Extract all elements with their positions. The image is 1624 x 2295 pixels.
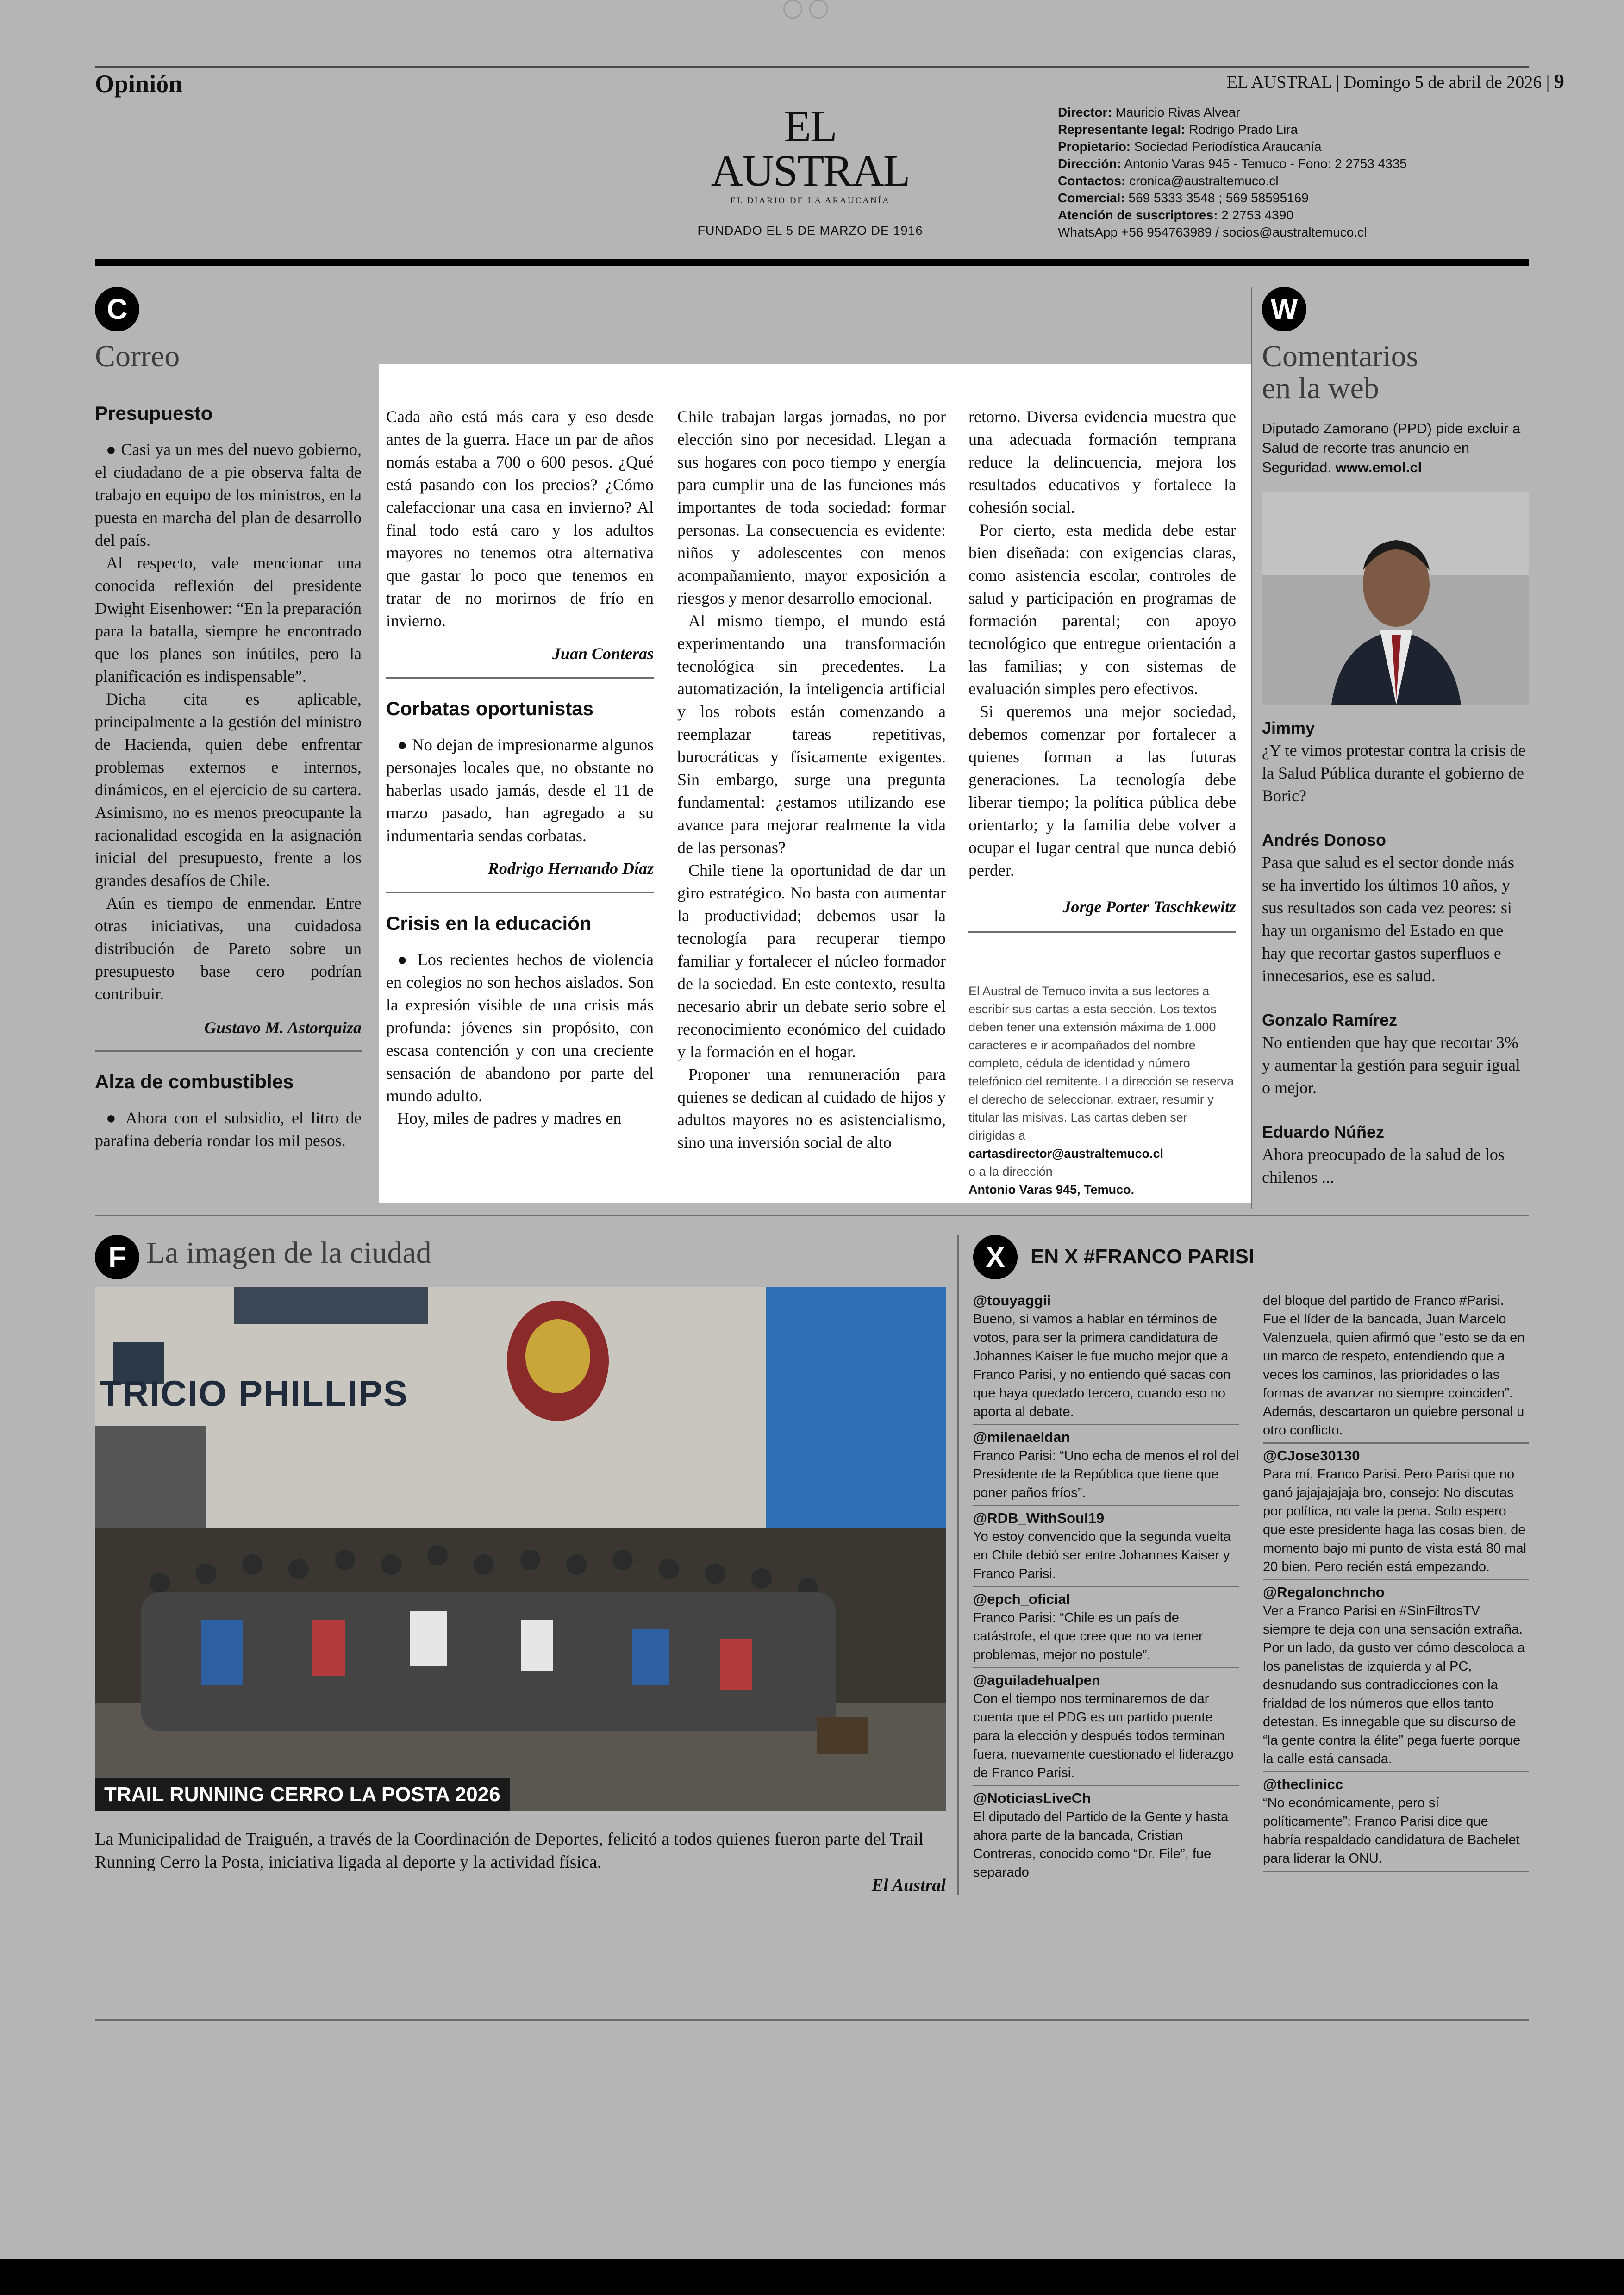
comment-author: Gonzalo Ramírez <box>1262 1010 1398 1029</box>
comment-text: ¿Y te vimos protestar contra la crisis de la Salud Pública durante el gobierno de Boric? <box>1262 741 1526 805</box>
correo-column-2 <box>386 405 654 1130</box>
letter-paragraph: ● Los recientes hechos de violencia en colegios no son hechos aislados. Son la expresión visible de una crisis más profunda: jóvenes sin propósito, con escasa contención y con una creciente sensación de abandono por parte del mundo adulto. <box>386 950 654 1105</box>
divider <box>386 892 654 893</box>
founded-line: FUNDADO EL 5 DE MARZO DE 1916 <box>697 224 923 237</box>
web-lede: Diputado Zamorano (PPD) pide excluir a Salud de recorte tras anuncio en Seguridad. www.emol.cl <box>1262 420 1521 475</box>
staff-line: Comercial: 569 5333 3548 ; 569 58595169 <box>1058 191 1309 205</box>
letter-paragraph: ● Ahora con el subsidio, el litro de parafina debería rondar los mil pesos. <box>95 1109 362 1150</box>
letter-paragraph: retorno. Diversa evidencia muestra que una adecuada formación temprana reduce la delincuencia, mejora los resultados educativos y fortalece la cohesión social. <box>968 407 1236 517</box>
top-rule <box>95 66 1529 68</box>
letters-notice <box>968 982 1236 1199</box>
x-handle[interactable]: @Regalonchncho <box>1263 1584 1385 1600</box>
comment-text: No entienden que hay que recortar 3% y aumentar la gestión para seguir igual o mejor. <box>1262 1033 1520 1097</box>
bottom-rule <box>95 2019 1529 2021</box>
x-handle[interactable]: @NoticiasLiveCh <box>973 1790 1091 1806</box>
notice-email[interactable]: cartasdirector@australtemuco.cl <box>968 1147 1163 1160</box>
letter-title: Alza de combustibles <box>95 1071 294 1092</box>
letter-signature: Jorge Porter Taschkewitz <box>1062 898 1236 916</box>
correo-title: Correo <box>95 339 180 373</box>
x-handle[interactable]: @theclinicc <box>1263 1776 1343 1792</box>
portrait-photo <box>1262 492 1529 705</box>
section-title: Opinión <box>95 70 183 98</box>
comment-text: Ahora preocupado de la salud de los chilenos ... <box>1262 1145 1505 1186</box>
x-text: Franco Parisi: “Chile es un país de catástrofe, el que cree que no va tener problemas, mejor no postule”. <box>973 1610 1203 1662</box>
x-text: Franco Parisi: “Uno echa de menos el rol del Presidente de la República que tiene que poner paños fríos”. <box>973 1448 1239 1500</box>
letter-paragraph: Si queremos una mejor sociedad, debemos comenzar por fortalecer a quienes forman a las futuras generaciones. La tecnología debe liberar tiempo; la política pública debe orientarlo; y la familia debe volver a ocupar el lugar central que nunca debió perder. <box>968 702 1236 879</box>
x-handle[interactable]: @CJose30130 <box>1263 1447 1360 1464</box>
x-post <box>1263 1291 1529 1444</box>
x-text: Yo estoy convencido que la segunda vuelta en Chile debió ser entre Johannes Kaiser y Franco Parisi. <box>973 1529 1231 1581</box>
photo-credit: El Austral <box>871 1876 946 1895</box>
comment-author: Jimmy <box>1262 718 1315 737</box>
comment-author: Andrés Donoso <box>1262 830 1387 849</box>
x-post <box>1263 1447 1529 1580</box>
letter-paragraph: Al mismo tiempo, el mundo está experimentando una transformación tecnológica sin precedentes. La automatización, la inteligencia artificial y los robots están comenzando a reemplazar tareas repetitivas, burocráticas y físicamente exigentes. Sin embargo, surge una pregunta fundamental: ¿estamos utilizando ese avance para mejorar realmente la vida de las personas? <box>677 611 946 857</box>
x-post <box>973 1509 1239 1587</box>
web-comments <box>1262 717 1530 1189</box>
x-text: del bloque del partido de Franco #Parisi. Fue el líder de la bancada, Juan Marcelo Valenzuela, quien afirmó que “esto se da en un marco de respeto, entendiendo que a veces los caminos, las prioridades o las formas de avanzar no siempre coinciden”. Además, descartaron un quiebre personal u otro conflicto. <box>1263 1293 1525 1438</box>
staff-box <box>1058 104 1521 241</box>
column-divider <box>1251 287 1252 1209</box>
letter-signature: Juan Conteras <box>552 644 654 663</box>
x-text: Bueno, si vamos a hablar en términos de votos, para ser la primera candidatura de Johannes Kaiser le fue mucho mejor que a Franco Parisi, y no entiendo qué sacas con que haya quedado tercero, cuando eso no aporta al debate. <box>973 1312 1231 1419</box>
viewer-bottom-bar <box>0 2259 1624 2295</box>
x-handle[interactable]: @aguiladehualpen <box>973 1672 1100 1688</box>
x-handle[interactable]: @touyaggii <box>973 1292 1051 1309</box>
letter-title: Presupuesto <box>95 402 213 424</box>
building-sign: TRICIO PHILLIPS <box>100 1373 409 1414</box>
logo-name: EL AUSTRAL <box>711 101 910 195</box>
dateline-paper: EL AUSTRAL <box>1227 73 1332 92</box>
letter-signature: Rodrigo Hernando Díaz <box>487 859 654 878</box>
staff-line: Director: Mauricio Rivas Alvear <box>1058 105 1240 119</box>
dateline-date: | Domingo 5 de abril de 2026 | <box>1336 73 1550 92</box>
x-post <box>973 1291 1239 1425</box>
letter-paragraph: Cada año está más cara y eso desde antes de la guerra. Hace un par de años nomás estaba a 700 o 600 pesos. ¿Qué está pasando con los precios? ¿Cómo calefaccionar una casa en invierno? Al final todo está caro y los adultos mayores no tenemos otra alternativa que gastar lo poco que tenemos en tratar de no morirnos de frío en invierno. <box>386 407 654 630</box>
comment-text: Pasa que salud es el sector donde más se ha invertido los últimos 10 años, y sus resultados son cada vez peores: si hay un organismo del Estado en que hay que recortar gastos superfluos e innecesarios, ese es salud. <box>1262 853 1514 985</box>
staff-line: Atención de suscriptores: 2 2753 4390 <box>1058 208 1293 222</box>
letter-paragraph: ● No dejan de impresionarme algunos personajes locales que, no obstante no haberlas usado jamás, desde el 11 de marzo pasado, han agregado a su indumentaria sendas corbatas. <box>386 736 654 845</box>
x-column-2 <box>1263 1291 1529 1875</box>
letter-paragraph: Hoy, miles de padres y madres en <box>397 1109 622 1128</box>
web-source-link[interactable]: www.emol.cl <box>1335 459 1422 475</box>
x-post <box>973 1789 1239 1882</box>
trail-running-photo <box>95 1287 946 1811</box>
x-post <box>973 1590 1239 1668</box>
x-text: “No económicamente, pero sí políticamente”: Franco Parisi dice que habría respaldado candidatura de Bachelet para liderar la ONU. <box>1263 1796 1520 1866</box>
web-title: Comentarios en la web <box>1262 339 1418 405</box>
web-lede-box <box>1262 419 1530 477</box>
group-photo-illustration <box>95 1287 946 1811</box>
x-badge: X <box>973 1235 1018 1279</box>
x-post <box>973 1671 1239 1786</box>
x-text: Ver a Franco Parisi en #SinFiltrosTV siempre te deja con una sensación extraña. Por un lado, da gusto ver cómo descoloca a los panelistas de izquierda y al PC, desnudando sus contradicciones con la frialdad de los números que ellos tanto detestan. Es innegable que su discurso de “la gente contra la élite” pega fuerte porque la calle está cansada. <box>1263 1603 1525 1766</box>
notice-text: El Austral de Temuco invita a sus lectores a escribir sus cartas a esta sección. Los textos deben tener una extensión máxima de 1.000 caracteres e ir acompañados del nombre completo, cédula de identidad y número telefónico del remitente. La dirección se reserva el derecho de seleccionar, extraer, resumir y titular las misivas. Las cartas deben ser dirigidas a <box>968 984 1234 1142</box>
x-text: Para mí, Franco Parisi. Pero Parisi que no ganó jajajajajaja bro, consejo: No discutas por política, no vale la pena. Solo espero que este presidente haga las cosas bien, de momento bajo mi punto de vista está 80 mal 20 bien. Pero recién está empezando. <box>1263 1467 1527 1574</box>
comment-author: Eduardo Núñez <box>1262 1123 1385 1141</box>
letter-title: Crisis en la educación <box>386 912 592 934</box>
dateline <box>1227 69 1564 93</box>
portrait-illustration <box>1262 492 1529 705</box>
staff-line: Propietario: Sociedad Periodística Araucanía <box>1058 139 1322 154</box>
x-post <box>973 1428 1239 1506</box>
web-comment <box>1262 829 1530 987</box>
web-comment <box>1262 717 1530 807</box>
x-column-1 <box>973 1291 1239 1882</box>
letter-paragraph: Aún es tiempo de enmendar. Entre otras iniciativas, una cuidadosa distribución de Pareto sobre un presupuesto base cero podrían contribuir. <box>95 894 362 1003</box>
staff-line: WhatsApp +56 954763989 / socios@australtemuco.cl <box>1058 225 1367 239</box>
web-comment <box>1262 1121 1530 1189</box>
letter-paragraph: Proponer una remuneración para quienes se dedican al cuidado de hijos y adultos mayores no es asistencialismo, sino una inversión social de alto <box>677 1065 946 1152</box>
letter-title: Corbatas oportunistas <box>386 698 594 719</box>
column-divider <box>957 1235 959 1895</box>
correo-column-4 <box>968 405 1236 933</box>
notice-address: Antonio Varas 945, Temuco. <box>968 1183 1135 1197</box>
x-handle[interactable]: @RDB_WithSoul19 <box>973 1510 1105 1526</box>
x-handle[interactable]: @epch_oficial <box>973 1591 1070 1607</box>
x-text: Con el tiempo nos terminaremos de dar cuenta que el PDG es un partido puente para la elección y después todos terminan fuera, nuevamente cuestionado el liderazgo de Franco Parisi. <box>973 1691 1234 1780</box>
staff-line: Representante legal: Rodrigo Prado Lira <box>1058 122 1298 137</box>
correo-badge: C <box>95 287 139 331</box>
letter-paragraph: Chile trabajan largas jornadas, no por elección sino por necesidad. Llegan a sus hogares con poco tiempo y energía para cumplir una de las funciones más importantes de toda sociedad: formar personas. La consecuencia es evidente: niños y adolescentes con menos acompañamiento, mayor exposición a riesgos y menor desarrollo emocional. <box>677 407 946 607</box>
carousel-dots[interactable]: ◯ ◯ <box>782 0 829 18</box>
correo-column-3 <box>677 405 946 1154</box>
photo-label: TRAIL RUNNING CERRO LA POSTA 2026 <box>95 1778 510 1811</box>
ciudad-title: La imagen de la ciudad <box>146 1236 431 1270</box>
letter-paragraph: Chile tiene la oportunidad de dar un giro estratégico. No basta con aumentar la productividad; debemos usar la tecnología para recuperar tiempo familiar y fortalecer el núcleo formador de la sociedad. En este contexto, resulta necesario abrir un debate serio sobre el reconocimiento económico del cuidado y la formación en el hogar. <box>677 861 946 1061</box>
divider <box>386 677 654 679</box>
web-comment <box>1262 1009 1530 1099</box>
x-handle[interactable]: @milenaeldan <box>973 1429 1070 1445</box>
notice-or: o a la dirección <box>968 1165 1053 1179</box>
web-badge: W <box>1262 287 1306 331</box>
x-post <box>1263 1775 1529 1872</box>
masthead-logo <box>694 101 926 238</box>
divider <box>95 1050 362 1052</box>
x-post <box>1263 1583 1529 1772</box>
letter-paragraph: Por cierto, esta medida debe estar bien diseñada: con exigencias claras, como asistencia escolar, controles de salud y participación en programas de formación parental; con apoyo tecnológico que entregue orientación a las familias; y con sistemas de evaluación simples pero efectivos. <box>968 521 1236 698</box>
photo-caption <box>95 1827 946 1897</box>
x-text: El diputado del Partido de la Gente y hasta ahora parte de la bancada, Cristian Contreras, conocido como “Dr. File”, fue separado <box>973 1809 1229 1880</box>
divider <box>968 931 1236 933</box>
section-rule <box>95 1215 1529 1216</box>
correo-column-1 <box>95 402 362 1152</box>
staff-line: Contactos: cronica@australtemuco.cl <box>1058 174 1279 188</box>
letter-signature: Gustavo M. Astorquiza <box>204 1018 362 1037</box>
header-heavy-rule <box>95 259 1529 266</box>
staff-line: Dirección: Antonio Varas 945 - Temuco - Fono: 2 2753 4335 <box>1058 156 1407 171</box>
letter-paragraph: Al respecto, vale mencionar una conocida reflexión del presidente Dwight Eisenhower: “En la preparación para la batalla, siempre he encontrado que los planes son inútiles, pero la planificación es indispensable”. <box>95 554 362 686</box>
ciudad-badge: F <box>95 1235 139 1279</box>
x-title: EN X #FRANCO PARISI <box>1031 1245 1255 1268</box>
letter-paragraph: ● Casi ya un mes del nuevo gobierno, el ciudadano de a pie observa falta de trabajo en equipo de los ministros, en la puesta en marcha del plan de desarrollo del país. <box>95 440 362 549</box>
page-number: 9 <box>1554 70 1564 93</box>
logo-subtitle: EL DIARIO DE LA ARAUCANÍA <box>730 196 890 206</box>
caption-text: La Municipalidad de Traiguén, a través de la Coordinación de Deportes, felicitó a todos quienes fueron parte del Trail Running Cerro la Posta, iniciativa ligada al deporte y la actividad física. <box>95 1829 924 1872</box>
letter-paragraph: Dicha cita es aplicable, principalmente a la gestión del ministro de Hacienda, quien debe enfrentar problemas externos e internos, dinámicos, en el ejercicio de su cartera. Asimismo, no es menos preocupante la racionalidad escogida en la asignación inicial del presupuesto, frente a los grandes desafíos de Chile. <box>95 690 362 890</box>
